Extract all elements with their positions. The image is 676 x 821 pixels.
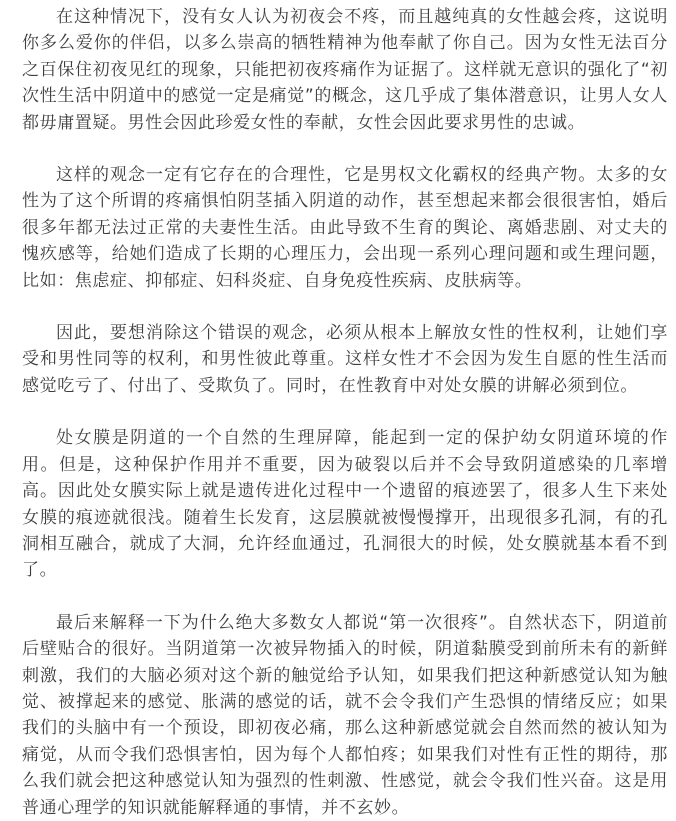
article-body <box>22 4 668 821</box>
paragraph-3: 因此，要想消除这个错误的观念，必须从根本上解放女性的性权利，让她们享受和男性同等的权利，和男性彼此尊重。这样女性才不会因为发生自愿的性生活而感觉吃亏了、付出了、受欺负了。同时，在性教育中对处女膜的讲解必须到位。 <box>22 323 668 396</box>
paragraph-5: 最后来解释一下为什么绝大多数女人都说“第一次很疼”。自然状态下，阴道前后壁贴合的很好。当阴道第一次被异物插入的时候，阴道黏膜受到前所未有的新鲜刺激，我们的大脑必须对这个新的触觉给予认知，如果我们把这种新感觉认知为触觉、被撑起来的感觉、胀满的感觉的话，就不会令我们产生恐惧的情绪反应；如果我们的头脑中有一个预设，即初夜必痛，那么这种新感觉就会自然而然的被认知为痛觉，从而令我们恐惧害怕，因为每个人都怕疼；如果我们对性有正性的期待，那么我们就会把这种感觉认知为强烈的性刺激、性感觉，就会令我们性兴奋。这是用普通心理学的知识就能解释通的事情，并不玄妙。 <box>22 612 668 818</box>
paragraph-1: 在这种情况下，没有女人认为初夜会不疼，而且越纯真的女性越会疼，这说明你多么爱你的伴侣，以多么崇高的牺牲精神为他奉献了你自己。因为女性无法百分之百保住初夜见红的现象，只能把初夜疼痛作为证据了。这样就无意识的强化了“初次性生活中阴道中的感觉一定是痛觉”的概念，这几乎成了集体潜意识，让男人女人都毋庸置疑。男性会因此珍爱女性的奉献，女性会因此要求男性的忠诚。 <box>22 7 668 133</box>
paragraph-2: 这样的观念一定有它存在的合理性，它是男权文化霸权的经典产物。太多的女性为了这个所谓的疼痛惧怕阴茎插入阴道的动作，甚至想起来都会很很害怕，婚后很多年都无法过正常的夫妻性生活。由此导致不生育的舆论、离婚悲剧、对丈夫的愧疚感等，给她们造成了长期的心理压力，会出现一系列心理问题和或生理问题，比如：焦虑症、抑郁症、妇科炎症、自身免疫性疾病、皮肤病等。 <box>22 165 668 291</box>
paragraph-4: 处女膜是阴道的一个自然的生理屏障，能起到一定的保护幼女阴道环境的作用。但是，这种保护作用并不重要，因为破裂以后并不会导致阴道感染的几率增高。因此处女膜实际上就是遗传进化过程中一个遗留的痕迹罢了，很多人生下来处女膜的痕迹就很浅。随着生长发育，这层膜就被慢慢撑开，出现很多孔洞，有的孔洞相互融合，就成了大洞，允许经血通过，孔洞很大的时候，处女膜就基本看不到了。 <box>22 428 668 581</box>
